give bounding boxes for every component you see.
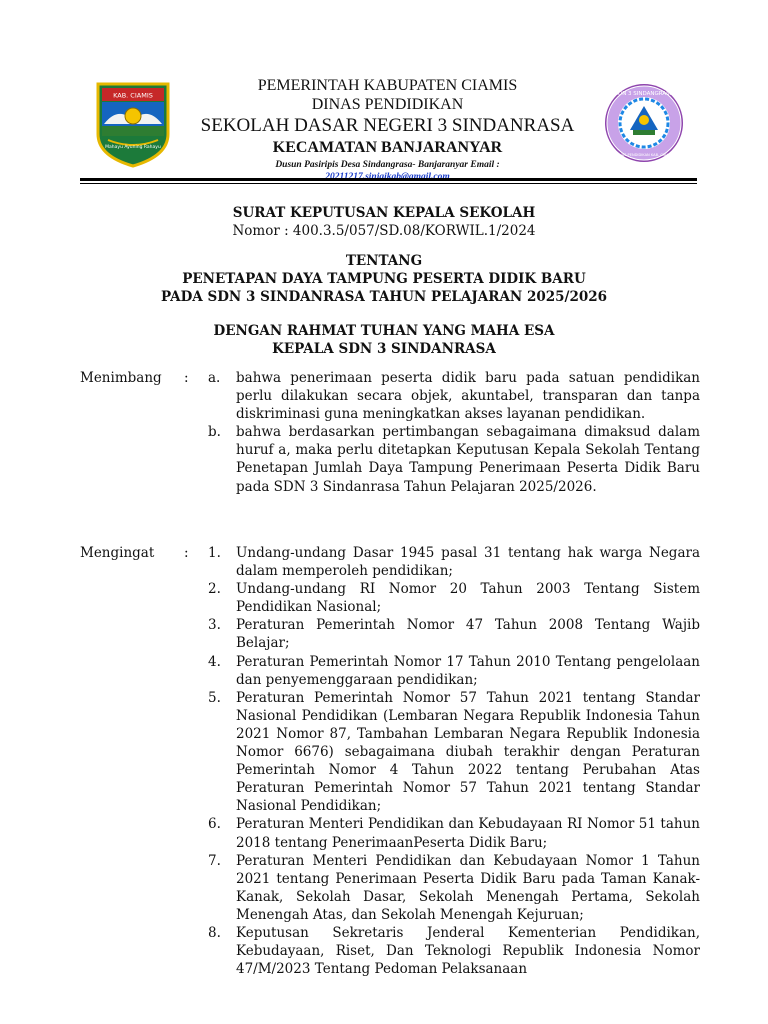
mengingat-item	[80, 852, 700, 924]
item-text: Undang-undang Dasar 1945 pasal 31 tentang hak warga Negara dalam memperoleh pendidikan;	[236, 545, 700, 580]
principal-heading: KEPALA SDN 3 SINDANRASA	[272, 341, 496, 357]
rahmat-heading: DENGAN RAHMAT TUHAN YANG MAHA ESA	[213, 323, 555, 339]
school-email-link[interactable]: 20211217.sinjaikab@gmail.com	[325, 172, 450, 182]
letterhead	[0, 70, 768, 180]
decree-title-block	[0, 204, 768, 358]
mengingat-item	[80, 616, 700, 652]
letterhead-text	[180, 76, 595, 183]
mengingat-item	[80, 580, 700, 616]
logo-left-top-text: KAB. CIAMIS	[113, 91, 153, 100]
department-name: DINAS PENDIDIKAN	[311, 96, 464, 113]
item-text: Peraturan Menteri Pendidikan dan Kebudayaan RI Nomor 51 tahun 2018 tentang PenerimaanPeserta Didik Baru;	[236, 816, 700, 851]
menimbang-item	[80, 423, 700, 495]
item-text: Peraturan Pemerintah Nomor 57 Tahun 2021 tentang Standar Nasional Pendidikan (Lembaran Negara Republik Indonesia Tahun 2021 Nomor 87, Tambahan Lembaran Negara Republik Indonesia Nomor 6676) sebagaimana diubah terakhir dengan Peraturan Pemerintah Nomor 4 Tahun 2022 tentang Perubahan Atas Peraturan Pemerintah Nomor 57 Tahun 2021 tentang Standar Nasional Pendidikan;	[236, 689, 700, 815]
item-text: Peraturan Pemerintah Nomor 47 Tahun 2008 Tentang Wajib Belajar;	[236, 617, 700, 652]
decree-number: Nomor : 400.3.5/057/SD.08/KORWIL.1/2024	[232, 223, 536, 239]
mengingat-section	[80, 544, 700, 978]
school-name: SEKOLAH DASAR NEGERI 3 SINDANRASA	[200, 115, 575, 136]
item-marker: 5.	[208, 689, 221, 706]
school-address: Dusun Pasiripis Desa Sindangrasa- Banjaranyar Email :	[275, 160, 500, 170]
menimbang-item	[80, 369, 700, 423]
mengingat-item	[80, 815, 700, 851]
logo-right-top-text: SDN 3 SINDANGRASA	[614, 91, 674, 97]
letterhead-thin-rule	[80, 183, 697, 184]
mengingat-item	[80, 544, 700, 580]
district-name: KECAMATAN BANJARANYAR	[272, 139, 503, 156]
item-text: bahwa berdasarkan pertimbangan sebagaimana dimaksud dalam huruf a, maka perlu ditetapkan Keputusan Kepala Sekolah Tentang Penetapan Jumlah Daya Tampung Penerimaan Peserta Didik Baru pada SDN 3 Sindanrasa Tahun Pelajaran 2025/2026.	[236, 424, 700, 495]
item-marker: 3.	[208, 617, 221, 634]
item-text: Keputusan Sekretaris Jenderal Kementerian Pendidikan, Kebudayaan, Riset, Dan Teknologi Republik Indonesia Nomor 47/M/2023 Tentang Pedoman Pelaksanaan	[236, 924, 700, 978]
item-marker: 2.	[208, 581, 221, 598]
menimbang-label: Menimbang	[80, 370, 162, 386]
government-name: PEMERINTAH KABUPATEN CIAMIS	[257, 77, 518, 94]
letterhead-thick-rule	[80, 178, 697, 181]
menimbang-colon: :	[184, 370, 189, 386]
tentang-heading: TENTANG	[345, 253, 423, 269]
mengingat-item	[80, 689, 700, 816]
mengingat-item	[80, 653, 700, 689]
logo-left-bottom-text: Mahayu Ayuning Rahayu	[105, 145, 161, 150]
mengingat-colon: :	[184, 545, 189, 561]
item-marker: 4.	[208, 653, 221, 670]
ciamis-regency-emblem	[92, 76, 174, 168]
item-marker: 8.	[208, 924, 221, 941]
item-marker: 6.	[208, 816, 221, 833]
item-text: bahwa penerimaan peserta didik baru pada satuan pendidikan perlu dilakukan secara objek, akuntabel, transparan dan tanpa diskriminasi guna meningkatkan akses layanan pendidikan.	[236, 370, 700, 423]
item-text: Peraturan Menteri Pendidikan dan Kebudayaan Nomor 1 Tahun 2021 tentang Penerimaan Peserta Didik Baru pada Taman Kanak-Kanak, Sekolah Dasar, Sekolah Menengah Pertama, Sekolah Menengah Atas, dan Sekolah Menengah Kejuruan;	[236, 852, 700, 923]
item-text: Peraturan Pemerintah Nomor 17 Tahun 2010 Tentang pengelolaan dan penyemenggaraan pendidikan;	[236, 653, 700, 688]
decree-heading: SURAT KEPUTUSAN KEPALA SEKOLAH	[232, 205, 536, 221]
item-marker: 1.	[208, 545, 221, 561]
mengingat-label: Mengingat	[80, 545, 155, 561]
item-marker: a.	[208, 370, 221, 386]
item-text: Undang-undang RI Nomor 20 Tahun 2003 Tentang Sistem Pendidikan Nasional;	[236, 581, 700, 616]
item-marker: b.	[208, 424, 221, 441]
decree-subject-line1: PENETAPAN DAYA TAMPUNG PESERTA DIDIK BARU	[182, 271, 586, 287]
decree-subject-line2: PADA SDN 3 SINDANRASA TAHUN PELAJARAN 2025/2026	[160, 289, 608, 305]
mengingat-item	[80, 924, 700, 978]
menimbang-section	[80, 369, 700, 496]
item-marker: 7.	[208, 852, 221, 869]
school-emblem	[603, 82, 685, 164]
logo-right-bottom-text: DINAS PENDIDIKAN KAB. CIAMIS	[615, 153, 673, 157]
